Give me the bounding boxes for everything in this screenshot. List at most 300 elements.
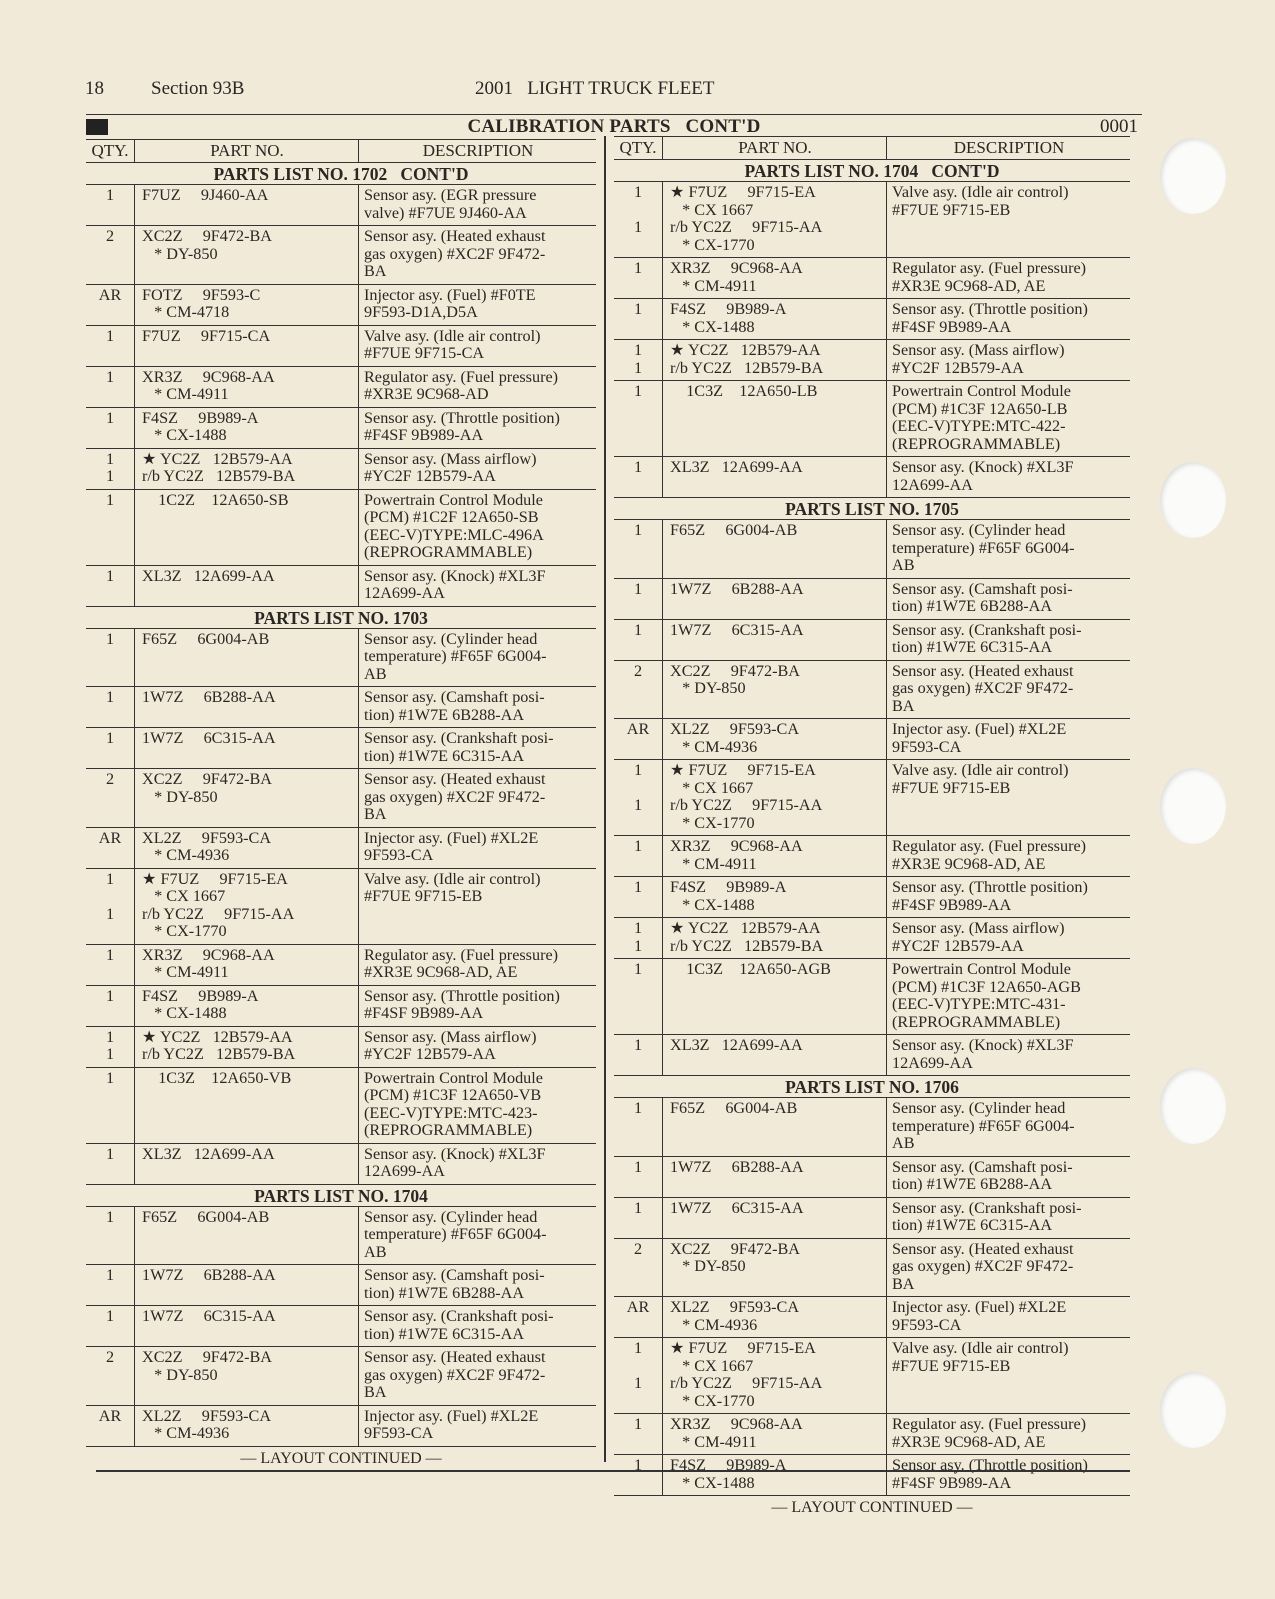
part-description	[360, 631, 596, 684]
part-number: 1W7Z 6C315-AA	[670, 1198, 804, 1217]
description-line: (REPROGRAMMABLE)	[364, 1121, 533, 1139]
part-row	[614, 877, 1130, 918]
description-line: Injector asy. (Fuel) #XL2E	[892, 720, 1067, 738]
part-row	[614, 1239, 1130, 1298]
part-description	[360, 1408, 596, 1443]
part-description	[888, 1037, 1130, 1072]
description-line: BA	[364, 1383, 387, 1401]
part-description	[360, 187, 596, 222]
part-number: * CX-1770	[670, 813, 755, 832]
right-parts-column	[614, 136, 1130, 1520]
part-description	[888, 721, 1130, 756]
part-row	[86, 490, 596, 566]
description-line: Sensor asy. (EGR pressure	[364, 186, 537, 204]
description-line: (PCM) #1C3F 12A650-VB	[364, 1086, 542, 1104]
part-number: 1W7Z 6B288-AA	[670, 1157, 804, 1176]
part-number: * CM-4936	[142, 1424, 230, 1442]
qty-value: 1	[105, 490, 115, 509]
part-description	[360, 369, 596, 404]
description-line: Powertrain Control Module	[364, 1068, 543, 1087]
parts-list-title: PARTS LIST NO. 1704	[86, 1185, 596, 1207]
description-line: AB	[892, 1134, 915, 1152]
part-row	[614, 1297, 1130, 1338]
part-row	[614, 381, 1130, 457]
description-line: Sensor asy. (Heated exhaust	[364, 770, 546, 788]
part-number: ★ F7UZ 9F715-EA	[670, 761, 816, 779]
qty-value: 1	[105, 566, 115, 585]
part-description	[888, 622, 1130, 657]
part-number: ★ YC2Z 12B579-AA	[670, 341, 821, 359]
part-description	[360, 689, 596, 724]
description-line: Regulator asy. (Fuel pressure)	[364, 945, 559, 964]
part-number: 1W7Z 6B288-AA	[670, 579, 804, 598]
part-row	[86, 185, 596, 226]
part-number: * CX 1667	[670, 1356, 754, 1375]
qty-value: 1	[105, 945, 115, 964]
qty-value: 1	[633, 960, 643, 978]
part-number: * CM-4911	[142, 385, 229, 403]
part-description	[888, 581, 1130, 616]
qty-value: 1	[633, 1456, 643, 1474]
description-line: (PCM) #1C2F 12A650-SB	[364, 508, 539, 526]
running-header	[85, 78, 1140, 108]
part-number: ★ YC2Z 12B579-AA	[670, 919, 821, 937]
column-header	[86, 139, 596, 163]
part-description	[888, 762, 1130, 797]
part-description	[888, 184, 1130, 219]
description-line: Sensor asy. (Crankshaft posi-	[364, 1307, 554, 1325]
description-line: Valve asy. (Idle air control)	[892, 761, 1069, 779]
description-line: Sensor asy. (Mass airflow)	[364, 449, 537, 468]
part-description	[360, 947, 596, 982]
banner-title: CALIBRATION PARTS CONT'D	[467, 116, 761, 137]
description-line: 9F593-CA	[364, 1424, 434, 1442]
qty-value: 1	[633, 796, 643, 814]
qty-value: 1	[633, 1036, 643, 1054]
part-number: XC2Z 9F472-BA	[142, 227, 272, 245]
part-description	[888, 342, 1130, 377]
qty-value: 1	[105, 729, 115, 747]
description-line: #XR3E 9C968-AD, AE	[892, 1432, 1046, 1451]
part-number: r/b YC2Z 12B579-BA	[142, 1045, 296, 1063]
part-row	[614, 520, 1130, 579]
qty-value: AR	[626, 1298, 650, 1316]
description-line: gas oxygen) #XC2F 9F472-	[364, 244, 546, 263]
description-line: #F4SF 9B989-AA	[364, 426, 484, 444]
part-number: r/b YC2Z 9F715-AA	[142, 904, 295, 923]
description-line: Valve asy. (Idle air control)	[892, 183, 1069, 201]
qty-value: 1	[633, 183, 643, 201]
binder-hole	[1160, 1372, 1226, 1448]
parts-list-title: PARTS LIST NO. 1705	[614, 498, 1130, 520]
qty-value: AR	[626, 720, 650, 738]
part-description	[888, 522, 1130, 575]
description-line: Injector asy. (Fuel) #XL2E	[364, 1406, 539, 1425]
description-line: #YC2F 12B579-AA	[892, 358, 1024, 377]
description-line: Sensor asy. (Crankshaft posi-	[892, 1198, 1082, 1217]
description-line: temperature) #F65F 6G004-	[364, 647, 547, 665]
part-number: r/b YC2Z 12B579-BA	[670, 358, 824, 377]
part-description	[888, 920, 1130, 955]
qty-value: 1	[105, 186, 115, 204]
qty-header: QTY.	[619, 138, 657, 157]
description-line: 9F593-CA	[364, 846, 434, 864]
part-number: * CM-4936	[670, 737, 758, 756]
parts-list-title: PARTS LIST NO. 1702 CONT'D	[86, 163, 596, 185]
description-line: temperature) #F65F 6G004-	[892, 538, 1075, 557]
qty-value: 1	[633, 1099, 643, 1117]
description-line: 12A699-AA	[364, 584, 445, 602]
part-number: XC2Z 9F472-BA	[670, 661, 800, 680]
qty-value: 1	[633, 358, 643, 377]
part-number: r/b YC2Z 12B579-BA	[142, 467, 296, 485]
qty-value: 2	[105, 770, 115, 788]
description-line: BA	[892, 696, 915, 715]
part-number: * CX 1667	[670, 778, 754, 797]
part-description	[360, 730, 596, 765]
part-number: XR3Z 9C968-AA	[670, 259, 803, 277]
qty-value: 2	[105, 1348, 115, 1366]
qty-value: 1	[105, 869, 115, 888]
description-line: (EEC-V)TYPE:MTC-423-	[364, 1103, 538, 1122]
description-line: gas oxygen) #XC2F 9F472-	[892, 679, 1074, 697]
part-row	[86, 367, 596, 408]
part-row	[614, 1338, 1130, 1414]
part-number: XC2Z 9F472-BA	[142, 1348, 272, 1366]
part-number: * CM-4911	[142, 963, 229, 981]
description-line: #F7UE 9F715-CA	[364, 344, 485, 362]
description-line: Sensor asy. (Camshaft posi-	[364, 1266, 545, 1284]
description-line: Sensor asy. (Throttle position)	[892, 300, 1088, 318]
part-row	[614, 1198, 1130, 1239]
part-number: * DY-850	[142, 244, 218, 263]
description-line: valve) #F7UE 9J460-AA	[364, 203, 527, 222]
description-line: Sensor asy. (Crankshaft posi-	[364, 729, 554, 747]
description-line: Injector asy. (Fuel) #XL2E	[892, 1298, 1067, 1316]
qty-value: 1	[105, 1307, 115, 1325]
part-row	[86, 1265, 596, 1306]
description-line: Sensor asy. (Camshaft posi-	[892, 579, 1073, 598]
description-line: BA	[364, 262, 387, 280]
description-line: #F7UE 9F715-EB	[892, 1356, 1011, 1375]
part-row	[614, 719, 1130, 760]
part-description	[888, 1241, 1130, 1294]
qty-value: 1	[633, 521, 643, 539]
part-description	[888, 1457, 1130, 1492]
part-number: ★ YC2Z 12B579-AA	[142, 449, 293, 468]
description-line: 9F593-D1A,D5A	[364, 303, 478, 321]
part-row	[86, 828, 596, 869]
description-line: #F7UE 9F715-EB	[892, 778, 1011, 797]
part-number: 1W7Z 6C315-AA	[142, 1307, 276, 1325]
part-number: XL3Z 12A699-AA	[670, 458, 803, 476]
description-line: gas oxygen) #XC2F 9F472-	[364, 787, 546, 806]
part-number: * CM-4936	[142, 846, 230, 864]
description-line: 12A699-AA	[892, 1053, 973, 1072]
part-row	[86, 449, 596, 490]
part-number: * CX-1488	[670, 1473, 755, 1492]
part-number: * CM-4911	[670, 1432, 757, 1451]
part-number: ★ F7UZ 9F715-EA	[142, 869, 288, 888]
description-line: Regulator asy. (Fuel pressure)	[892, 837, 1087, 855]
part-number: XL2Z 9F593-CA	[670, 1298, 800, 1316]
part-number: F65Z 6G004-AB	[142, 629, 270, 648]
qty-value: 1	[633, 837, 643, 855]
qty-value: 1	[105, 1045, 115, 1063]
part-number: XC2Z 9F472-BA	[142, 770, 272, 788]
part-row	[614, 457, 1130, 498]
part-number: F4SZ 9B989-A	[142, 408, 259, 427]
description-line: Valve asy. (Idle air control)	[892, 1339, 1069, 1357]
part-number: XL3Z 12A699-AA	[142, 566, 275, 585]
right-column-body	[614, 160, 1130, 1520]
part-number: * CX-1770	[670, 1391, 755, 1410]
parts-list-title: PARTS LIST NO. 1703	[86, 607, 596, 629]
part-description	[888, 961, 1130, 1031]
qty-value: 1	[105, 1144, 115, 1163]
part-no-header: PART NO.	[738, 138, 812, 157]
binder-hole	[1160, 768, 1226, 844]
description-header: DESCRIPTION	[422, 141, 534, 160]
description-line: (REPROGRAMMABLE)	[364, 543, 533, 561]
column-divider	[604, 136, 606, 1462]
part-number: F4SZ 9B989-A	[670, 1456, 787, 1474]
part-description	[360, 1029, 596, 1064]
qty-value: 1	[633, 878, 643, 896]
description-line: 9F593-CA	[892, 737, 962, 756]
parts-list-title: PARTS LIST NO. 1706	[614, 1076, 1130, 1098]
part-row	[86, 986, 596, 1027]
description-line: AB	[364, 1242, 387, 1261]
description-line: Sensor asy. (Cylinder head	[364, 1207, 538, 1226]
description-line: Regulator asy. (Fuel pressure)	[892, 259, 1087, 277]
part-number: XL3Z 12A699-AA	[670, 1036, 803, 1054]
description-line: Sensor asy. (Crankshaft posi-	[892, 620, 1082, 639]
description-line: #F7UE 9F715-EB	[892, 200, 1011, 219]
part-number: XR3Z 9C968-AA	[142, 367, 275, 386]
part-no-header: PART NO.	[210, 141, 284, 160]
description-line: (EEC-V)TYPE:MLC-496A	[364, 525, 544, 544]
description-line: Sensor asy. (Knock) #XL3F	[364, 1144, 546, 1163]
description-line: Powertrain Control Module	[892, 382, 1071, 400]
description-line: Powertrain Control Module	[364, 490, 543, 509]
part-description	[360, 328, 596, 363]
part-description	[888, 260, 1130, 295]
description-line: #YC2F 12B579-AA	[364, 467, 496, 485]
description-line: Sensor asy. (Cylinder head	[892, 1099, 1066, 1117]
qty-value: 1	[633, 761, 643, 779]
part-number: * CX-1488	[670, 317, 755, 336]
qty-value: AR	[98, 828, 122, 847]
description-line: tion) #1W7E 6C315-AA	[364, 1324, 525, 1343]
part-number: r/b YC2Z 12B579-BA	[670, 936, 824, 955]
part-row	[86, 408, 596, 449]
part-number: F65Z 6G004-AB	[670, 521, 798, 539]
column-header	[614, 136, 1130, 160]
part-row	[86, 629, 596, 688]
description-line: Sensor asy. (Mass airflow)	[892, 919, 1065, 937]
part-number: 1C3Z 12A650-VB	[142, 1068, 292, 1087]
description-line: AB	[364, 664, 387, 683]
part-row	[614, 836, 1130, 877]
part-number: XL2Z 9F593-CA	[670, 720, 800, 738]
description-line: Sensor asy. (Mass airflow)	[364, 1027, 537, 1046]
qty-value: 1	[633, 1339, 643, 1357]
qty-value: 1	[105, 1027, 115, 1046]
part-number: 1C3Z 12A650-AGB	[670, 960, 831, 978]
description-line: tion) #1W7E 6C315-AA	[892, 1216, 1053, 1234]
part-row	[614, 1414, 1130, 1455]
binder-hole	[1160, 1068, 1226, 1144]
description-line: (REPROGRAMMABLE)	[892, 434, 1061, 453]
description-line: 12A699-AA	[364, 1162, 445, 1180]
description-line: Sensor asy. (Cylinder head	[364, 629, 538, 648]
part-number: F65Z 6G004-AB	[142, 1207, 270, 1226]
qty-value: 1	[633, 300, 643, 318]
part-description	[888, 879, 1130, 914]
qty-value: 1	[105, 367, 115, 386]
part-row	[86, 1406, 596, 1447]
part-row	[614, 760, 1130, 836]
binder-hole	[1160, 462, 1226, 538]
part-number: * DY-850	[670, 1257, 746, 1275]
qty-value: 1	[105, 326, 115, 345]
qty-value: 1	[105, 449, 115, 468]
description-line: Sensor asy. (Heated exhaust	[364, 227, 546, 245]
description-line: Injector asy. (Fuel) #F0TE	[364, 285, 536, 304]
part-number: * CX-1770	[670, 235, 755, 254]
part-number: * CX-1770	[142, 922, 227, 940]
description-line: tion) #1W7E 6B288-AA	[364, 1283, 525, 1302]
description-line: 9F593-CA	[892, 1315, 962, 1334]
part-row	[86, 1027, 596, 1068]
description-line: #XR3E 9C968-AD, AE	[892, 276, 1046, 295]
part-description	[888, 301, 1130, 336]
description-line: #XR3E 9C968-AD, AE	[892, 854, 1046, 873]
qty-value: 1	[633, 218, 643, 236]
part-row	[614, 661, 1130, 720]
part-number: 1C3Z 12A650-LB	[670, 382, 818, 400]
part-number: 1W7Z 6B288-AA	[142, 1266, 276, 1284]
part-number: XR3Z 9C968-AA	[670, 837, 803, 855]
part-number: * CX-1488	[142, 426, 227, 444]
part-number: * DY-850	[142, 1365, 218, 1384]
qty-value: 2	[633, 1239, 643, 1258]
part-row	[614, 959, 1130, 1035]
description-line: #XR3E 9C968-AD, AE	[364, 963, 518, 981]
part-number: * CX-1488	[670, 895, 755, 914]
part-number: F7UZ 9J460-AA	[142, 186, 269, 204]
part-description	[360, 451, 596, 486]
left-parts-column	[86, 139, 596, 1471]
part-description	[360, 492, 596, 562]
part-number: r/b YC2Z 9F715-AA	[670, 796, 823, 814]
description-line: Sensor asy. (Throttle position)	[364, 408, 560, 427]
qty-value: 1	[105, 688, 115, 706]
description-line: (EEC-V)TYPE:MTC-431-	[892, 995, 1066, 1013]
part-description	[888, 1200, 1130, 1235]
qty-value: 1	[633, 1374, 643, 1392]
description-header: DESCRIPTION	[953, 138, 1065, 157]
part-number: * CX 1667	[142, 887, 226, 905]
description-line: #YC2F 12B579-AA	[892, 936, 1024, 955]
qty-value: 1	[633, 341, 643, 359]
part-row	[86, 1207, 596, 1266]
part-number: XR3Z 9C968-AA	[142, 945, 275, 964]
part-description	[360, 871, 596, 906]
part-row	[614, 620, 1130, 661]
description-line: #YC2F 12B579-AA	[364, 1045, 496, 1063]
part-number: F4SZ 9B989-A	[142, 986, 259, 1005]
part-row	[614, 1157, 1130, 1198]
description-line: temperature) #F65F 6G004-	[364, 1225, 547, 1243]
part-number: 1W7Z 6C315-AA	[142, 729, 276, 747]
part-row	[614, 1098, 1130, 1157]
description-line: #F4SF 9B989-AA	[364, 1004, 484, 1022]
description-line: Sensor asy. (Throttle position)	[364, 986, 560, 1005]
qty-value: 1	[633, 936, 643, 955]
part-row	[86, 769, 596, 828]
part-row	[86, 687, 596, 728]
part-row	[614, 299, 1130, 340]
bottom-rule	[96, 1470, 1130, 1472]
description-line: #F4SF 9B989-AA	[892, 895, 1012, 914]
left-column-body	[86, 163, 596, 1471]
document-title: 2001 LIGHT TRUCK FLEET	[475, 78, 715, 99]
part-description	[888, 1100, 1130, 1153]
part-number: FOTZ 9F593-C	[142, 285, 261, 304]
qty-value: 1	[633, 259, 643, 277]
part-description	[360, 1308, 596, 1343]
qty-value: 1	[105, 408, 115, 427]
layout-continued-note: — LAYOUT CONTINUED —	[240, 1449, 442, 1467]
part-row	[614, 340, 1130, 381]
description-line: 12A699-AA	[892, 475, 973, 494]
description-line: Regulator asy. (Fuel pressure)	[364, 367, 559, 386]
part-number: r/b YC2Z 9F715-AA	[670, 218, 823, 236]
description-line: gas oxygen) #XC2F 9F472-	[364, 1365, 546, 1384]
part-number: * DY-850	[670, 679, 746, 697]
part-description	[360, 287, 596, 322]
part-description	[888, 1416, 1130, 1451]
description-line: tion) #1W7E 6C315-AA	[892, 638, 1053, 656]
qty-value: 1	[633, 579, 643, 598]
layout-continued-note: — LAYOUT CONTINUED —	[771, 1499, 973, 1516]
description-line: Sensor asy. (Camshaft posi-	[892, 1157, 1073, 1176]
part-number: XR3Z 9C968-AA	[670, 1415, 803, 1433]
part-number: F4SZ 9B989-A	[670, 300, 787, 318]
part-description	[888, 1340, 1130, 1375]
description-line: BA	[892, 1274, 915, 1293]
part-description	[888, 838, 1130, 873]
part-row	[86, 728, 596, 769]
qty-value: 1	[633, 620, 643, 639]
description-line: tion) #1W7E 6B288-AA	[892, 1175, 1053, 1193]
description-line: Valve asy. (Idle air control)	[364, 869, 541, 888]
description-line: (EEC-V)TYPE:MTC-422-	[892, 417, 1066, 435]
qty-header: QTY.	[91, 141, 129, 160]
qty-value: 1	[105, 904, 115, 923]
part-description	[888, 383, 1130, 453]
part-number: ★ F7UZ 9F715-EA	[670, 183, 816, 201]
part-number: * CX 1667	[670, 200, 754, 219]
part-row	[86, 869, 596, 945]
part-description	[888, 1159, 1130, 1194]
part-description	[360, 988, 596, 1023]
qty-value: AR	[98, 285, 122, 304]
part-description	[360, 1209, 596, 1262]
part-number: 1W7Z 6B288-AA	[142, 688, 276, 706]
